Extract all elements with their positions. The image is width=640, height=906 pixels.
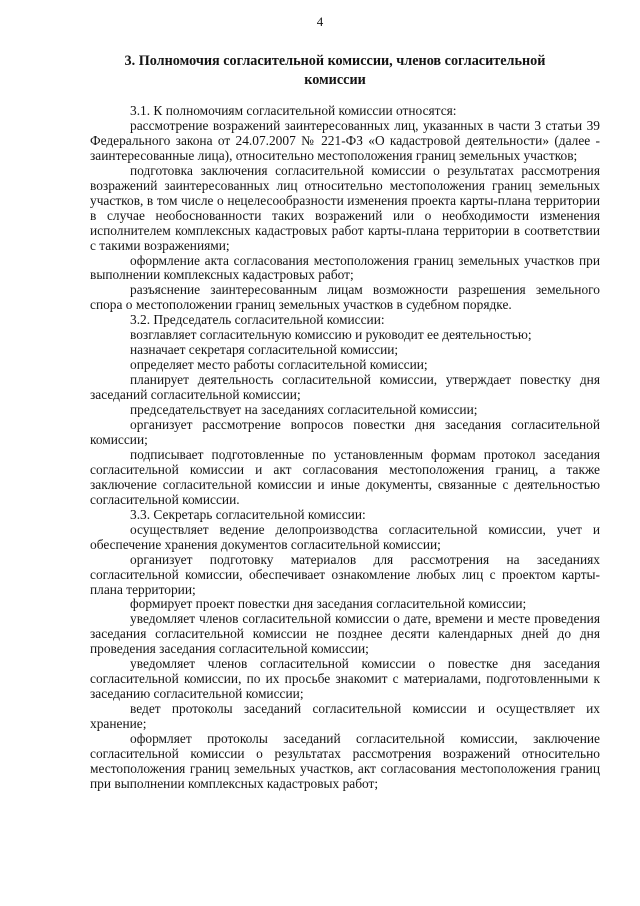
- paragraph: ведет протоколы заседаний согласительной комиссии и осуществляет их хранение;: [90, 701, 600, 732]
- paragraph: подготовка заключения согласительной комиссии о результатах рассмотрения возражений заинтересованных лиц относительно местоположения границ земельных участков, в том числе о нецелесообразности изменения проекта карты-плана территории в случае необоснованности таких возражений или о необходимости изменения исполнителем комплексных кадастровых работ карты-плана территории в соответствии с такими возражениями;: [90, 162, 600, 253]
- paragraph: планирует деятельность согласительной комиссии, утверждает повестку дня заседаний согласительной комиссии;: [90, 372, 600, 403]
- paragraph: подписывает подготовленные по установленным формам протокол заседания согласительной комиссии и акт согласования местоположения границ, а также заключение согласительной комиссии и иные документы, связанные с деятельностью согласительной комиссии.: [90, 446, 600, 507]
- paragraph: председательствует на заседаниях согласительной комиссии;: [130, 402, 478, 418]
- paragraph: возглавляет согласительную комиссию и руководит ее деятельностью;: [130, 327, 532, 343]
- paragraph: уведомляет членов согласительной комиссии о дате, времени и месте проведения заседания согласительной комиссии не позднее десяти календарных дней до дня проведения заседания согласительной комиссии;: [90, 611, 600, 657]
- paragraph: организует подготовку материалов для рассмотрения на заседаниях согласительной комиссии, обеспечивает ознакомление любых лиц с проектом карты-плана территории;: [90, 551, 600, 597]
- paragraph: определяет место работы согласительной комиссии;: [130, 357, 428, 373]
- paragraph: оформление акта согласования местоположения границ земельных участков при выполнении комплексных кадастровых работ;: [90, 252, 600, 283]
- paragraph: организует рассмотрение вопросов повестки дня заседания согласительной комиссии;: [90, 417, 600, 447]
- document-body: [90, 104, 600, 792]
- paragraph: разъяснение заинтересованным лицам возможности разрешения земельного спора о местоположении границ земельных участков в судебном порядке.: [90, 282, 600, 313]
- paragraph: формирует проект повестки дня заседания согласительной комиссии;: [130, 596, 527, 612]
- paragraph: 3.3. Секретарь согласительной комиссии:: [130, 506, 366, 522]
- paragraph: осуществляет ведение делопроизводства согласительной комиссии, учет и обеспечение хранения документов согласительной комиссии;: [90, 521, 600, 552]
- paragraph: оформляет протоколы заседаний согласительной комиссии, заключение согласительной комиссии о результатах рассмотрения возражений относительно местоположения границ земельных участков, акт согласования местоположения границ при выполнении комплексных кадастровых работ;: [90, 731, 600, 791]
- paragraph: 3.1. К полномочиям согласительной комиссии относятся:: [130, 103, 457, 118]
- paragraph: рассмотрение возражений заинтересованных лиц, указанных в части 3 статьи 39 Федерального закона от 24.07.2007 № 221-ФЗ «О кадастровой деятельности» (далее - заинтересованные лица), относительно местоположения границ земельных участков;: [90, 117, 600, 163]
- section-heading: 3. Полномочия согласительной комиссии, членов согласительной комиссии: [124, 53, 546, 88]
- page-number: 4: [316, 14, 324, 29]
- paragraph: назначает секретаря согласительной комиссии;: [130, 342, 399, 358]
- paragraph: уведомляет членов согласительной комиссии о повестке дня заседания согласительной комиссии, по их просьбе знакомит с материалами, подготовленными к заседанию согласительной комиссии;: [90, 656, 600, 702]
- paragraph: 3.2. Председатель согласительной комиссии:: [130, 312, 385, 328]
